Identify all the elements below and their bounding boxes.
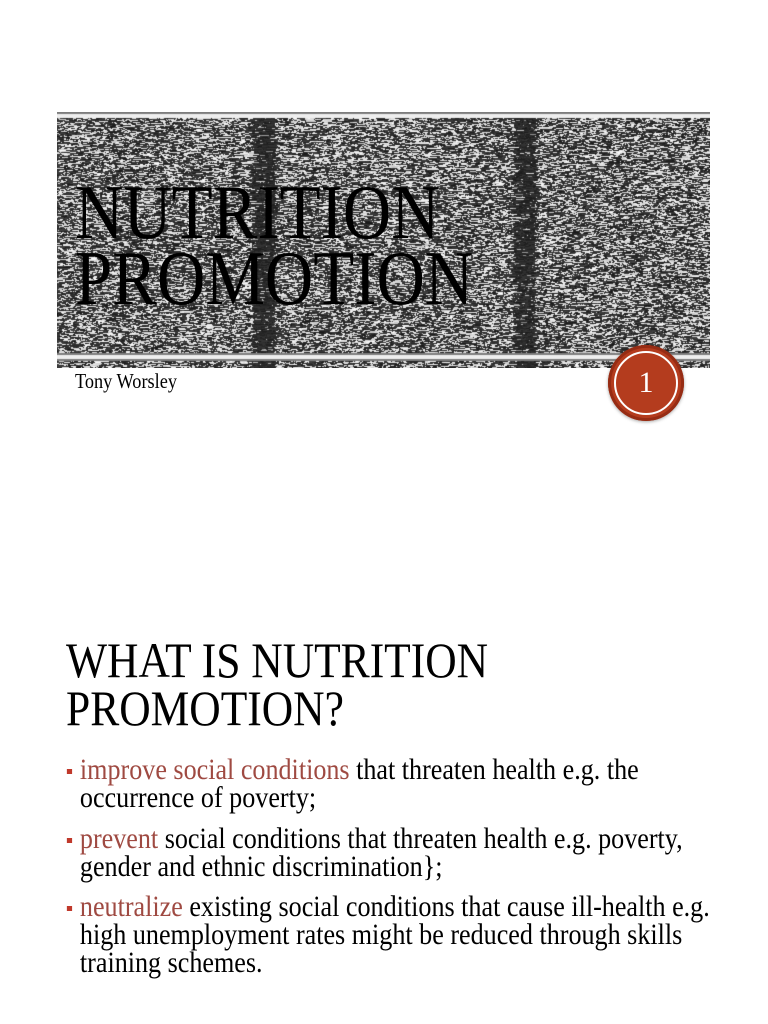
author-name: Tony Worsley: [75, 369, 177, 393]
bullet-item: [66, 821, 731, 883]
slide-number: 1: [638, 366, 654, 399]
bullet-keyword: prevent: [79, 821, 159, 855]
bullet-list: [66, 753, 731, 990]
slide-2: [0, 512, 768, 1024]
slide-title: NUTRITION PROMOTION: [75, 169, 474, 321]
bullet-item: [66, 753, 731, 814]
bullet-keyword: neutralize: [79, 890, 183, 923]
bullet-keyword: improve social conditions: [79, 753, 350, 786]
bullet-item: [66, 890, 731, 979]
bullet-marker: [67, 838, 72, 843]
slide-heading: WHAT IS NUTRITION PROMOTION?: [66, 632, 489, 736]
bullet-text: that threaten health e.g. the occurrence of poverty;: [79, 753, 639, 814]
bullet-text: social conditions that threaten health e.g. poverty, gender and ethnic discrimination};: [79, 821, 683, 883]
bullet-marker: [67, 906, 72, 911]
bullet-marker: [67, 769, 72, 774]
slide-number-badge: [608, 345, 684, 421]
bullet-text: existing social conditions that cause ill-health e.g. high unemployment rates might be reduced through skills training schemes.: [79, 890, 710, 979]
